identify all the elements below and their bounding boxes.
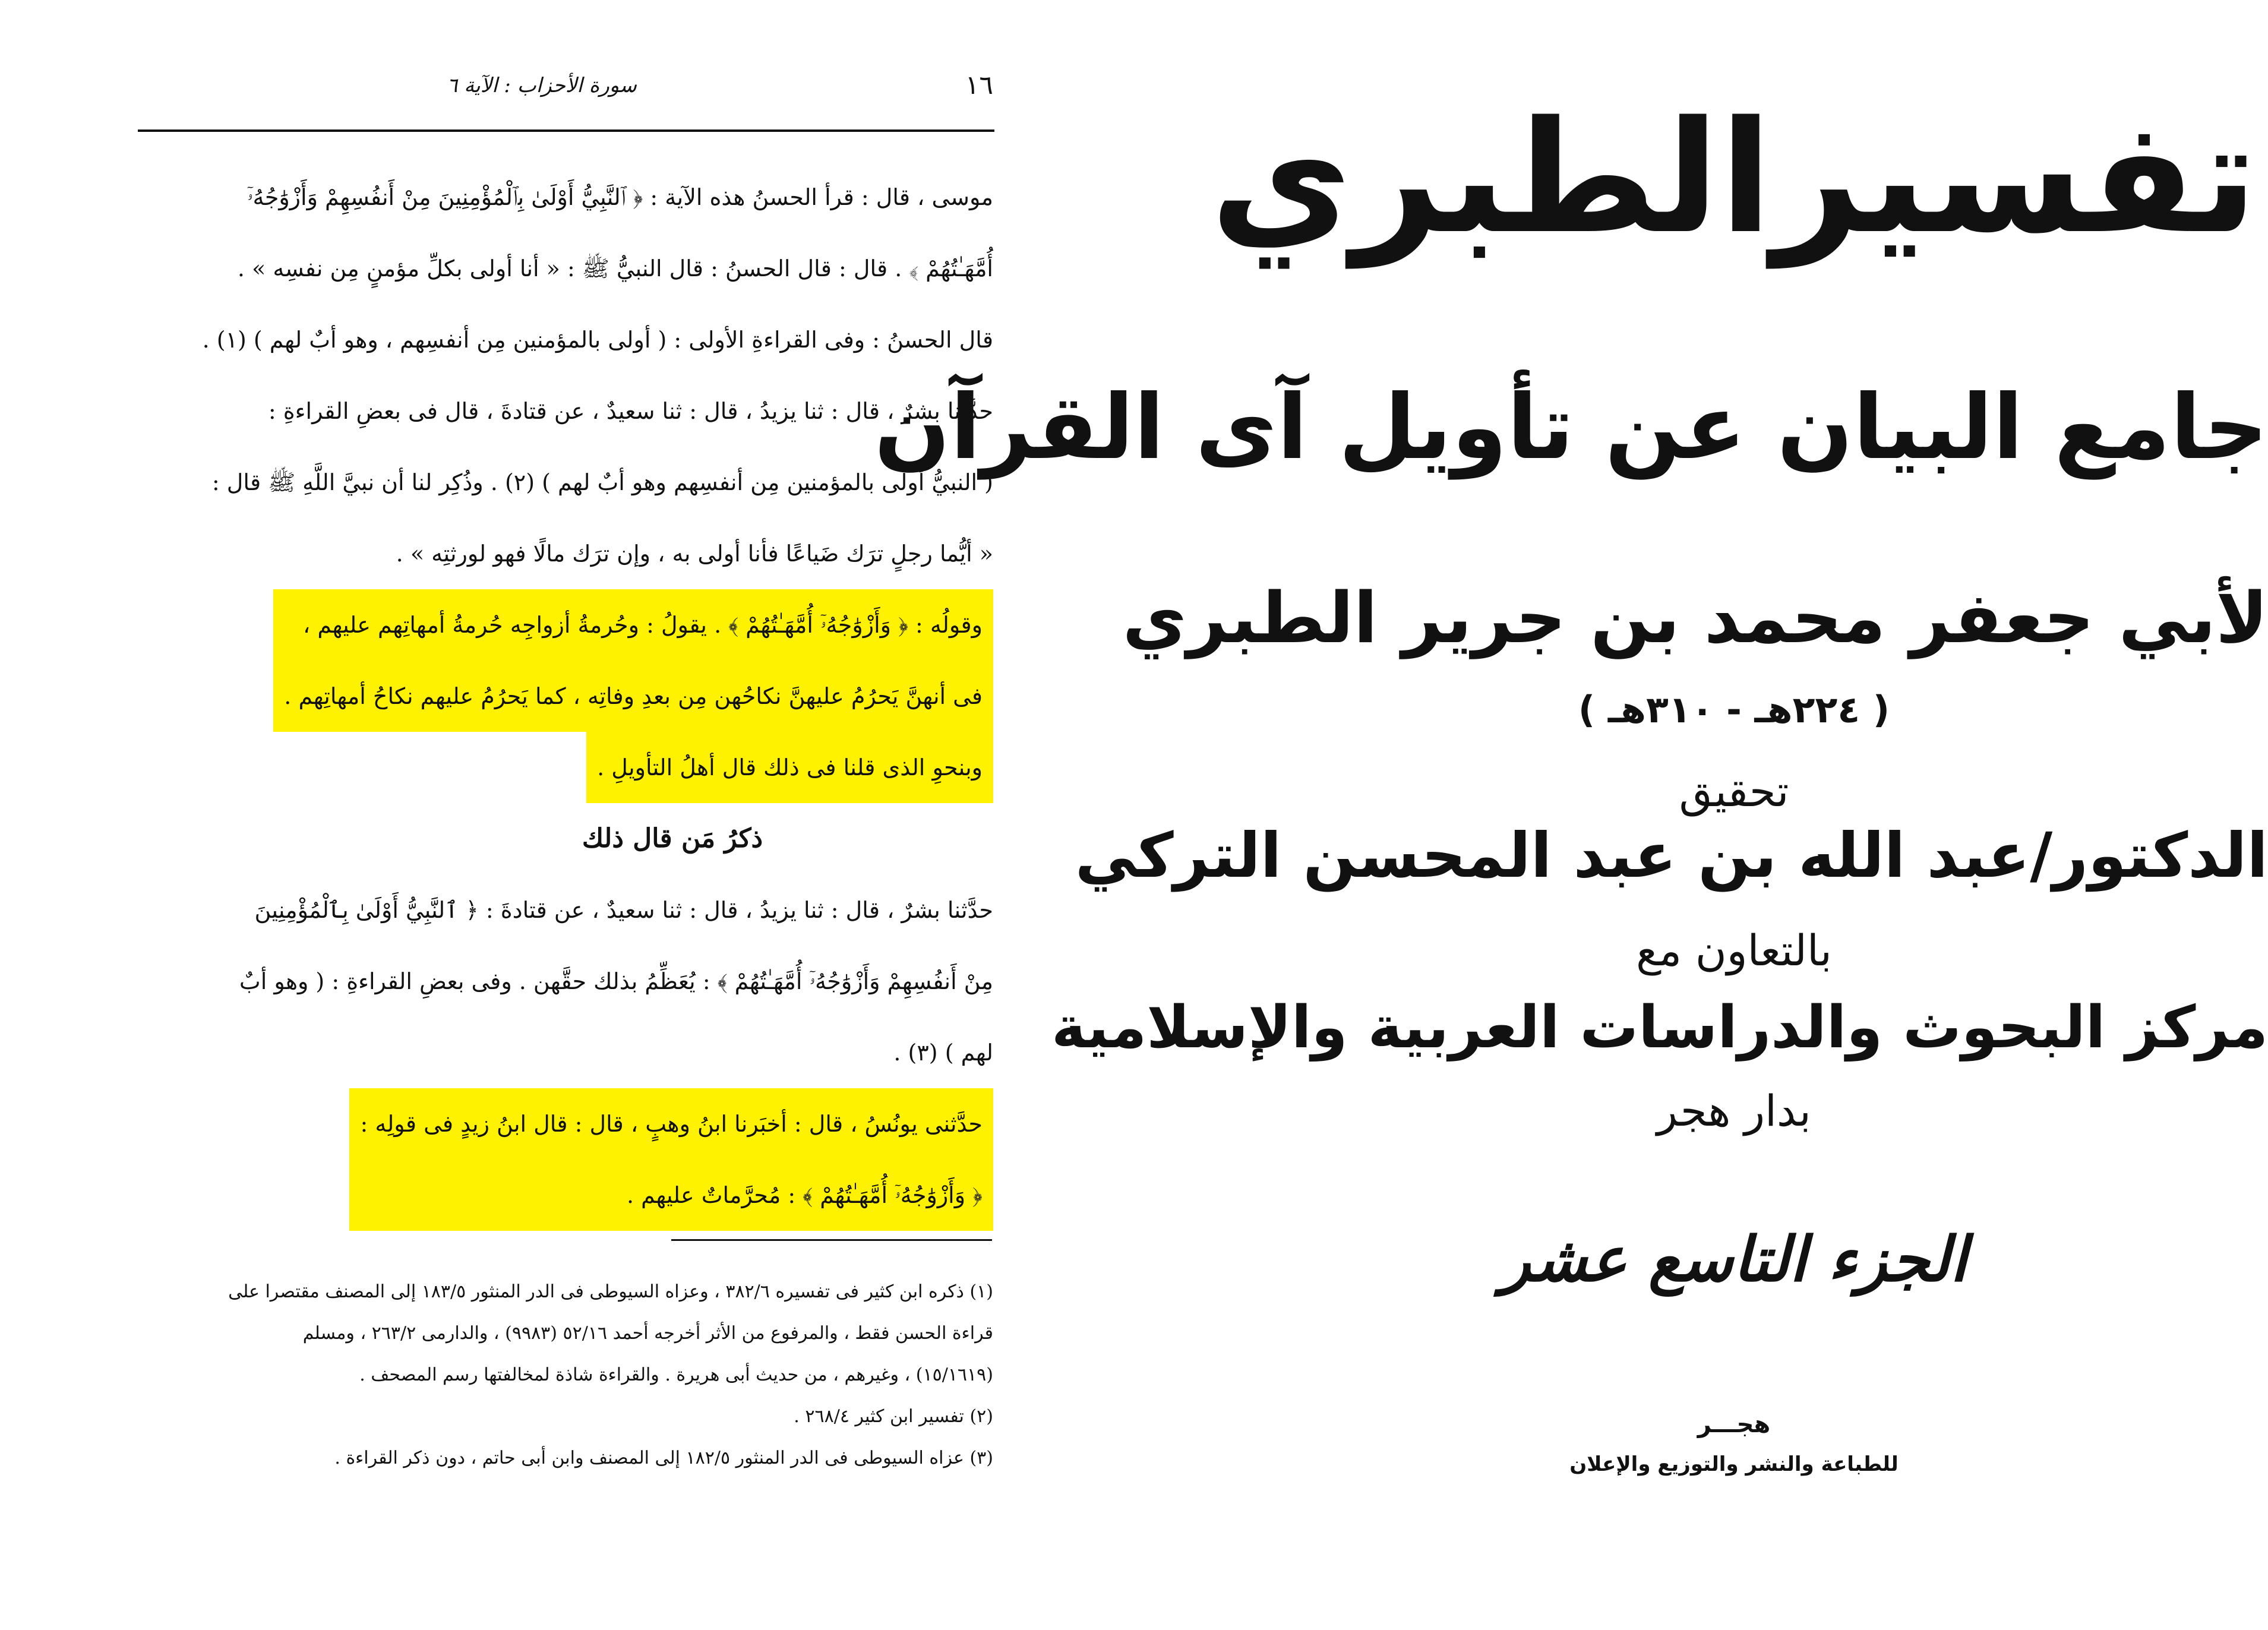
header-rule	[138, 129, 994, 132]
paragraph	[138, 162, 993, 375]
text-line: حدَّثنا بشرٌ ، قال : ثنا يزيدُ ، قال : ثنا سعيدٌ ، عن قتادةَ ، قال فى بعضِ القراءةِ :	[268, 398, 993, 424]
text-line: « أيُّما رجلٍ ترَك ضَياعًا فأنا أولى به ، وإن ترَك مالًا فهو لورثتِه » .	[396, 541, 993, 567]
footnote-line: (١٥/١٦١٩) ، وغيرهم ، من حديث أبى هريرة . والقراءة شاذة لمخالفتها رسم المصحف .	[359, 1364, 993, 1385]
body-text	[138, 162, 993, 1231]
highlight	[273, 589, 993, 732]
text-line: مِنْ أَنفُسِهِمْ وَأَزْوَٰجُهُۥٓ أُمَّهَـٰتُهُمْ ﴾ : يُعَظِّمُ بذلك حقَّهن . وفى بعضِ القراءةِ : ( وهو أبٌ	[239, 968, 993, 994]
publisher-name: هجـــر	[1697, 1411, 1771, 1438]
running-head	[138, 70, 993, 112]
paragraph	[138, 874, 993, 1088]
collaboration-label: بالتعاون مع	[1636, 925, 1832, 975]
text-line: قال الحسنُ : وفى القراءةِ الأولى : ( أولى بالمؤمنين مِن أنفسِهم ، وهو أبٌ لهم ) (١) .	[202, 327, 993, 353]
publisher-subtitle: للطباعة والنشر والتوزيع والإعلان	[1569, 1452, 1899, 1476]
footnote-line: (٢) تفسير ابن كثير ٢٦٨/٤ .	[794, 1406, 993, 1427]
text-line: حدَّثنى يونُسُ ، قال : أخبَرنا ابنُ وهبٍ ، قال : قال ابنُ زيدٍ فى قولِه :	[360, 1111, 983, 1137]
text-page	[0, 0, 1129, 1630]
text-line: لهم ) (٣) .	[893, 1040, 993, 1066]
section-heading: ذكرُ مَن قال ذلك	[582, 823, 763, 854]
highlighted-passage-1	[138, 589, 993, 803]
footnote-line: (١) ذكره ابن كثير فى تفسيره ٣٨٢/٦ ، وعزاه السيوطى فى الدر المنثور ١٨٣/٥ إلى المصنف مقتصرا على	[228, 1281, 993, 1302]
footnote-line: قراءة الحسن فقط ، والمرفوع من الأثر أخرجه أحمد ٥٢/١٦ (٩٩٨٣) ، والدارمى ٢٦٣/٢ ، ومسلم	[302, 1323, 993, 1344]
page-number: ١٦	[965, 70, 993, 100]
footnote-line: (٣) عزاه السيوطى فى الدر المنثور ١٨٢/٥ إلى المصنف وابن أبى حاتم ، دون ذكر القراءة .	[334, 1448, 993, 1468]
paragraph	[138, 375, 993, 589]
text-line: موسى ، قال : قرأ الحسنُ هذه الآية : ﴿ ٱلنَّبِيُّ أَوْلَىٰ بِٱلْمُؤْمِنِينَ مِنْ أَنفُسِهِمْ وَأَزْوَٰجُهُۥٓ	[247, 184, 993, 210]
book-title: تفسيرالطبري	[1210, 89, 2258, 268]
text-line: حدَّثنا بشرٌ ، قال : ثنا يزيدُ ، قال : ثنا سعيدٌ ، عن قتادةَ : ﴿ ٱلنَّبِيُّ أَوْلَىٰ بِٱلْمُؤْمِنِينَ	[254, 897, 993, 923]
research-center: مركز البحوث والدراسات العربية والإسلامية	[1051, 994, 2268, 1062]
highlight	[586, 732, 993, 803]
text-line: وقولُه : ﴿ وَأَزْوَٰجُهُۥٓ أُمَّهَـٰتُهُمْ ﴾ . يقولُ : وحُرمةُ أزواجِه حُرمةُ أمهاتِهم عليهم ،	[303, 612, 983, 638]
text-line: وبنحوِ الذى قلنا فى ذلك قال أهلُ التأويلِ .	[597, 754, 983, 781]
volume-label: الجزء التاسع عشر	[1501, 1223, 1967, 1296]
dar-hajar: بدار هجر	[1657, 1086, 1811, 1136]
author-name: لأبي جعفر محمد بن جرير الطبري	[1122, 577, 2268, 659]
running-title: سورة الأحزاب : الآية ٦	[447, 74, 637, 97]
text-line: أُمَّهَـٰتُهُمْ ﴾ . قال : قال الحسنُ : قال النبيُّ ﷺ : « أنا أولى بكلِّ مؤمنٍ مِن نفسِه » .	[237, 255, 993, 282]
footnotes	[138, 1271, 993, 1479]
text-line: ( النبيُّ أولى بالمؤمنين مِن أنفسِهم وهو أبٌ لهم ) (٢) . وذُكِر لنا أن نبيَّ اللَّهِ ﷺ قال :	[211, 469, 993, 495]
footnote-rule	[671, 1239, 992, 1241]
author-dates: ( ٢٢٤هـ - ٣١٠هـ )	[1578, 688, 1890, 731]
editor-name: الدكتور/عبد الله بن عبد المحسن التركي	[1075, 819, 2268, 892]
highlight	[349, 1088, 993, 1231]
highlighted-passage-2	[138, 1088, 993, 1231]
tahqiq-label: تحقيق	[1679, 766, 1789, 816]
book-subtitle: جامع البيان عن تأويل آى القرآن	[874, 376, 2268, 479]
text-line: ﴿ وَأَزْوَٰجُهُۥٓ أُمَّهَـٰتُهُمْ ﴾ : مُحرَّماتٌ عليهم .	[627, 1182, 983, 1208]
text-line: فى أنهنَّ يَحرُمُ عليهنَّ نكاحُهن مِن بعدِ وفاتِه ، كما يَحرُمُ عليهم نكاحُ أمهاتِهم .	[284, 683, 983, 709]
